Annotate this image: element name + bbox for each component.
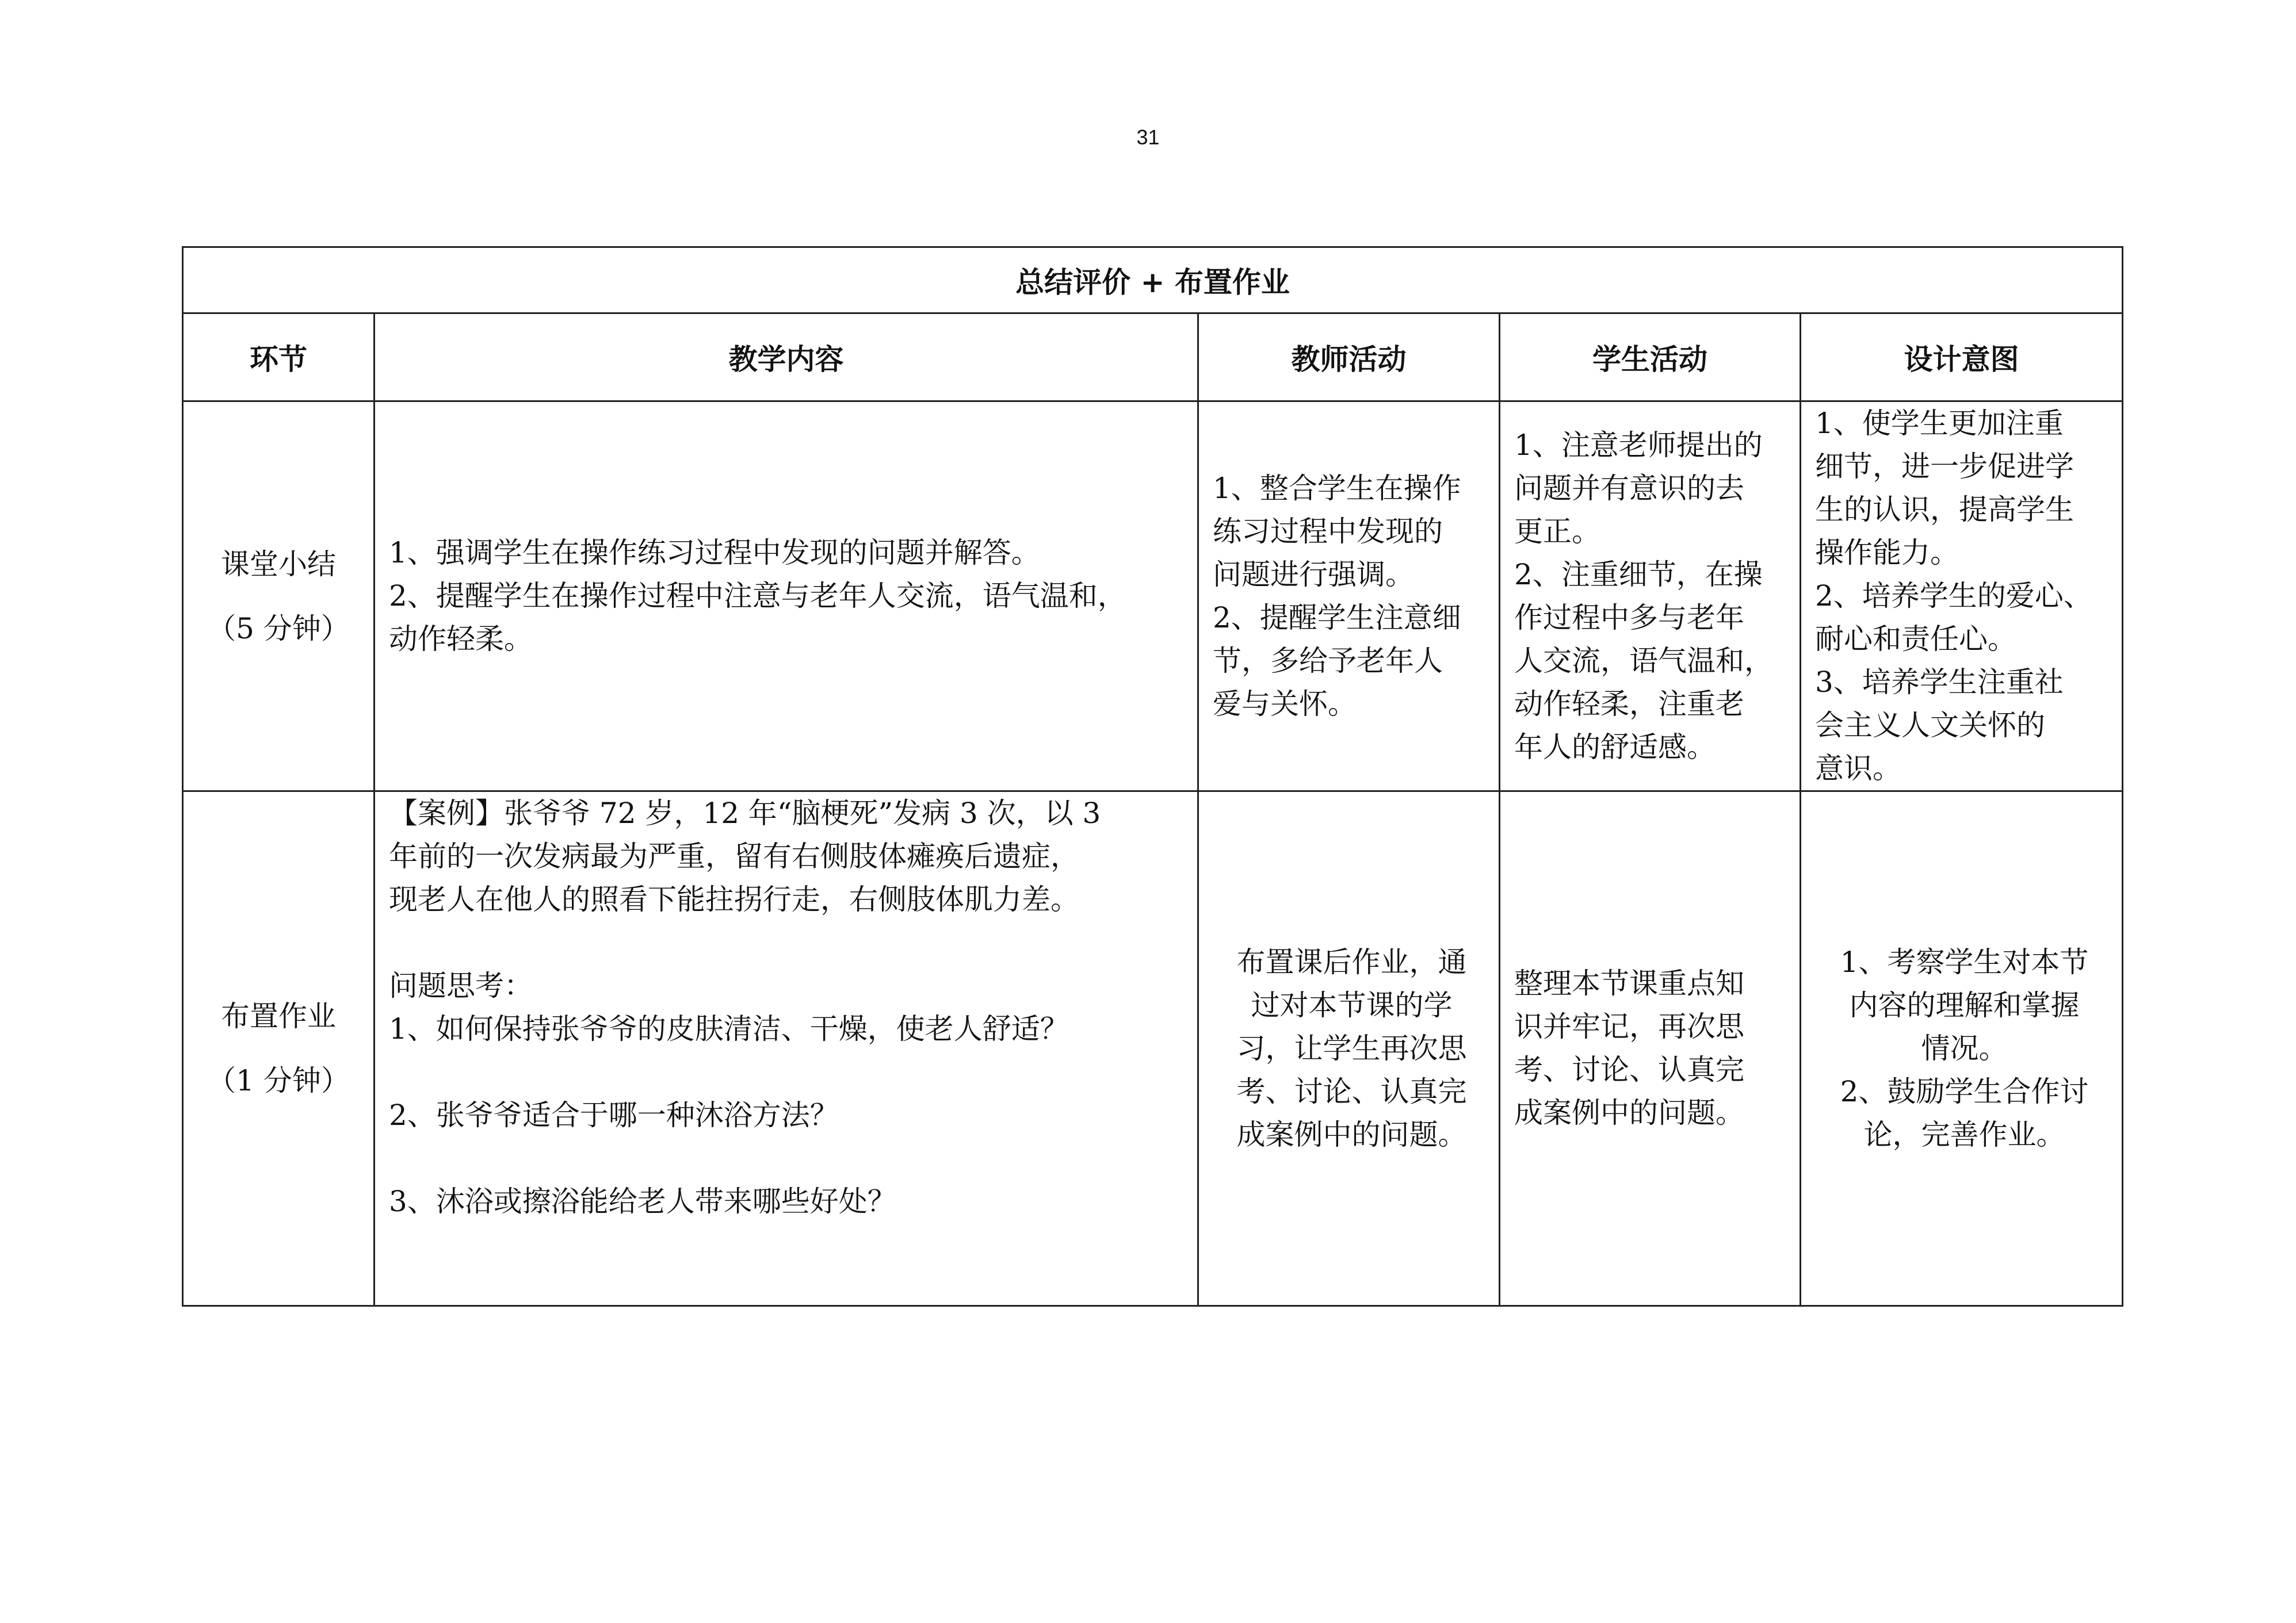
- student-line: 动作轻柔，注重老: [1514, 687, 1744, 721]
- teacher-line: 考、讨论、认真完: [1236, 1074, 1467, 1108]
- intent-line: 1、使学生更加注重: [1815, 407, 2064, 440]
- intent-line: 细节，进一步促进学: [1815, 450, 2074, 483]
- blank-line: [389, 921, 1189, 964]
- teacher-line: 过对本节课的学: [1251, 988, 1453, 1022]
- intent-line: 操作能力。: [1815, 536, 1959, 569]
- stage-duration: （1 分钟）: [207, 1064, 350, 1097]
- student-line: 更正。: [1514, 514, 1600, 548]
- stage-duration: （5 分钟）: [207, 611, 350, 645]
- table-row: [183, 791, 2123, 1306]
- teacher-activity-cell: [1198, 401, 1500, 791]
- question-line: 2、张爷爷适合于哪一种沐浴方法？: [389, 1098, 839, 1132]
- case-text-line: 现老人在他人的照看下能拄拐行走，右侧肢体肌力差。: [389, 883, 1079, 916]
- stage-cell: [183, 791, 375, 1306]
- lesson-plan-table: [182, 246, 2123, 1307]
- intent-line: 耐心和责任心。: [1815, 622, 2016, 656]
- teacher-line: 习，让学生再次思: [1236, 1031, 1467, 1065]
- student-activity-cell: [1500, 791, 1801, 1306]
- blank-line: [389, 1137, 1189, 1180]
- student-line: 识并牢记，再次思: [1514, 1010, 1744, 1043]
- question-heading: 问题思考：: [389, 969, 533, 1002]
- student-activity-cell: [1500, 401, 1801, 791]
- header-design-intent: 设计意图: [1801, 313, 2123, 401]
- header-teacher-activity: 教师活动: [1198, 313, 1500, 401]
- intent-line: 2、鼓励学生合作讨: [1840, 1074, 2089, 1108]
- header-stage: 环节: [183, 313, 375, 401]
- teacher-line: 问题进行强调。: [1213, 557, 1414, 591]
- case-text-line: 年前的一次发病最为严重，留有右侧肢体瘫痪后遗症，: [389, 840, 1079, 873]
- teacher-activity-cell: [1198, 791, 1500, 1306]
- content-line: 动作轻柔。: [389, 622, 533, 656]
- student-line: 人交流，语气温和，: [1514, 644, 1773, 677]
- design-intent-cell: [1801, 791, 2123, 1306]
- intent-line: 情况。: [1921, 1031, 2008, 1065]
- table-header-row: [183, 313, 2123, 401]
- student-line: 问题并有意识的去: [1514, 471, 1744, 505]
- intent-line: 生的认识，提高学生: [1815, 493, 2074, 526]
- content-cell: [375, 791, 1198, 1306]
- student-line: 成案例中的问题。: [1514, 1096, 1744, 1130]
- student-line: 年人的舒适感。: [1514, 730, 1716, 764]
- student-line: 整理本节课重点知: [1514, 967, 1744, 1000]
- teacher-line: 节，多给予老年人: [1213, 644, 1443, 677]
- case-text-line: 【案例】张爷爷 72 岁，12 年“脑梗死”发病 3 次，以 3: [389, 797, 1101, 830]
- student-line: 作过程中多与老年: [1514, 600, 1744, 634]
- content-cell: [375, 401, 1198, 791]
- blank-line: [389, 1051, 1189, 1094]
- table-title: 总结评价 + 布置作业: [183, 247, 2123, 313]
- stage-cell: [183, 401, 375, 791]
- question-line: 3、沐浴或擦浴能给老人带来哪些好处？: [389, 1185, 896, 1218]
- teacher-line: 2、提醒学生注意细: [1213, 600, 1461, 634]
- teacher-line: 练习过程中发现的: [1213, 514, 1443, 548]
- content-line: 1、强调学生在操作练习过程中发现的问题并解答。: [389, 536, 1040, 569]
- student-line: 1、注意老师提出的: [1514, 428, 1763, 462]
- student-line: 考、讨论、认真完: [1514, 1053, 1744, 1086]
- stage-name: 布置作业: [221, 1000, 336, 1033]
- teacher-line: 爱与关怀。: [1213, 687, 1357, 721]
- page-number: 31: [1136, 125, 1160, 149]
- content-line: 2、提醒学生在操作过程中注意与老年人交流，语气温和，: [389, 579, 1126, 613]
- design-intent-cell: [1801, 401, 2123, 791]
- intent-line: 1、考察学生对本节: [1840, 945, 2089, 979]
- teacher-line: 1、整合学生在操作: [1213, 471, 1461, 505]
- header-content: 教学内容: [375, 313, 1198, 401]
- table-title-row: [183, 247, 2123, 313]
- intent-line: 3、培养学生注重社: [1815, 665, 2064, 699]
- intent-line: 会主义人文关怀的: [1815, 709, 2045, 742]
- question-line: 1、如何保持张爷爷的皮肤清洁、干燥，使老人舒适？: [389, 1012, 1069, 1046]
- stage-name: 课堂小结: [221, 547, 336, 581]
- table-row: [183, 401, 2123, 791]
- teacher-line: 布置课后作业，通: [1236, 945, 1467, 979]
- header-student-activity: 学生活动: [1500, 313, 1801, 401]
- teacher-line: 成案例中的问题。: [1236, 1117, 1467, 1151]
- intent-line: 论，完善作业。: [1863, 1117, 2065, 1151]
- student-line: 2、注重细节，在操: [1514, 557, 1763, 591]
- intent-line: 2、培养学生的爱心、: [1815, 579, 2092, 613]
- intent-line: 内容的理解和掌握: [1849, 988, 2080, 1022]
- intent-line: 意识。: [1815, 752, 1901, 785]
